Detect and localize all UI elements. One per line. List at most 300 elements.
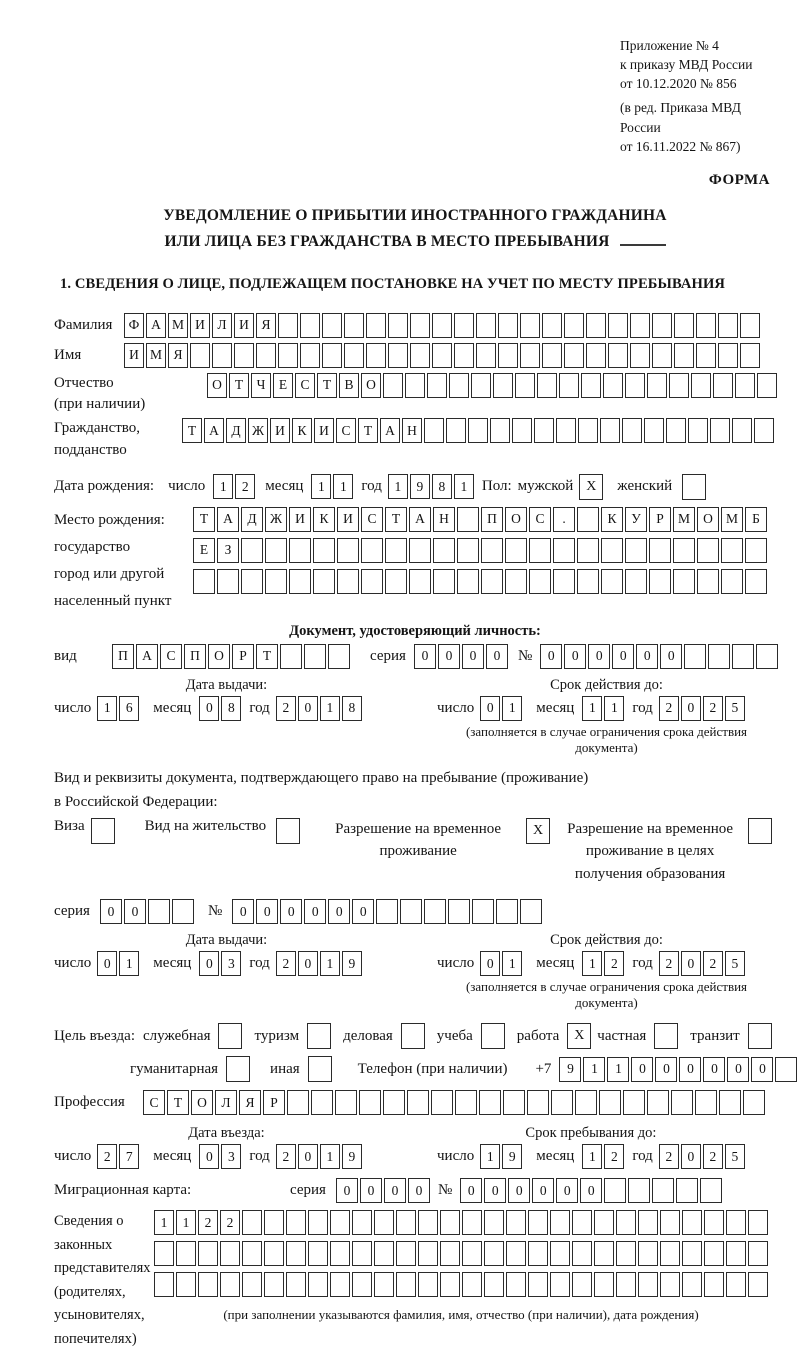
char-cell[interactable]: 1 [333, 474, 353, 499]
char-cell[interactable]: 0 [681, 1144, 701, 1169]
char-cell[interactable] [484, 1241, 504, 1266]
char-cell[interactable] [721, 569, 743, 594]
char-cell[interactable]: 0 [408, 1178, 430, 1203]
char-cell[interactable]: Р [649, 507, 671, 532]
char-cell[interactable] [506, 1272, 526, 1297]
char-cell[interactable] [572, 1272, 592, 1297]
char-cell[interactable]: С [143, 1090, 165, 1115]
char-cell[interactable] [649, 569, 671, 594]
char-cell[interactable] [400, 899, 422, 924]
char-cell[interactable]: 3 [221, 1144, 241, 1169]
checkbox-cell[interactable]: X [579, 474, 603, 500]
char-cell[interactable] [623, 1090, 645, 1115]
char-cell[interactable] [241, 569, 263, 594]
char-cell[interactable] [468, 418, 488, 443]
char-cell[interactable] [704, 1272, 724, 1297]
char-cell[interactable]: 1 [582, 951, 602, 976]
char-cell[interactable] [748, 1210, 768, 1235]
char-cell[interactable] [520, 899, 542, 924]
char-cell[interactable]: Л [215, 1090, 237, 1115]
char-cell[interactable] [454, 313, 474, 338]
char-cell[interactable] [410, 343, 430, 368]
char-cell[interactable] [599, 1090, 621, 1115]
char-cell[interactable] [280, 644, 302, 669]
char-cell[interactable] [553, 538, 575, 563]
char-cell[interactable] [383, 373, 403, 398]
char-cell[interactable]: С [160, 644, 182, 669]
char-cell[interactable] [427, 373, 447, 398]
char-cell[interactable] [682, 1210, 702, 1235]
char-cell[interactable] [490, 418, 510, 443]
char-cell[interactable] [154, 1241, 174, 1266]
char-cell[interactable] [374, 1210, 394, 1235]
char-cell[interactable] [193, 569, 215, 594]
char-cell[interactable] [625, 373, 645, 398]
char-cell[interactable] [374, 1272, 394, 1297]
char-cell[interactable] [673, 538, 695, 563]
char-cell[interactable]: Т [182, 418, 202, 443]
checkbox-cell[interactable]: X [567, 1023, 591, 1049]
char-cell[interactable]: О [191, 1090, 213, 1115]
char-cell[interactable]: 2 [659, 1144, 679, 1169]
char-cell[interactable]: Ф [124, 313, 144, 338]
char-cell[interactable]: 2 [659, 696, 679, 721]
char-cell[interactable] [745, 538, 767, 563]
char-cell[interactable] [154, 1272, 174, 1297]
char-cell[interactable]: 5 [725, 1144, 745, 1169]
char-cell[interactable] [594, 1241, 614, 1266]
char-cell[interactable]: 0 [486, 644, 508, 669]
char-cell[interactable]: Я [256, 313, 276, 338]
char-cell[interactable]: А [146, 313, 166, 338]
char-cell[interactable]: 0 [414, 644, 436, 669]
char-cell[interactable] [242, 1272, 262, 1297]
char-cell[interactable] [682, 1272, 702, 1297]
char-cell[interactable]: П [184, 644, 206, 669]
char-cell[interactable] [335, 1090, 357, 1115]
char-cell[interactable]: 0 [540, 644, 562, 669]
char-cell[interactable] [344, 313, 364, 338]
char-cell[interactable] [528, 1210, 548, 1235]
char-cell[interactable]: 0 [97, 951, 117, 976]
checkbox-cell[interactable] [748, 818, 772, 844]
char-cell[interactable] [383, 1090, 405, 1115]
char-cell[interactable] [674, 343, 694, 368]
char-cell[interactable]: П [112, 644, 134, 669]
char-cell[interactable] [520, 343, 540, 368]
char-cell[interactable] [520, 313, 540, 338]
char-cell[interactable] [527, 1090, 549, 1115]
char-cell[interactable] [572, 1210, 592, 1235]
char-cell[interactable]: 3 [221, 951, 241, 976]
char-cell[interactable]: 9 [410, 474, 430, 499]
char-cell[interactable]: И [270, 418, 290, 443]
char-cell[interactable] [740, 343, 760, 368]
char-cell[interactable] [388, 343, 408, 368]
char-cell[interactable]: 1 [582, 1144, 602, 1169]
char-cell[interactable] [409, 569, 431, 594]
char-cell[interactable]: А [217, 507, 239, 532]
char-cell[interactable] [586, 313, 606, 338]
char-cell[interactable] [718, 343, 738, 368]
checkbox-cell[interactable] [401, 1023, 425, 1049]
char-cell[interactable] [564, 313, 584, 338]
char-cell[interactable]: Т [317, 373, 337, 398]
char-cell[interactable] [330, 1210, 350, 1235]
char-cell[interactable]: . [553, 507, 575, 532]
char-cell[interactable] [493, 373, 513, 398]
char-cell[interactable]: Я [168, 343, 188, 368]
char-cell[interactable] [652, 343, 672, 368]
char-cell[interactable] [542, 343, 562, 368]
char-cell[interactable]: 1 [320, 696, 340, 721]
char-cell[interactable] [410, 313, 430, 338]
char-cell[interactable] [396, 1272, 416, 1297]
char-cell[interactable]: Е [193, 538, 215, 563]
char-cell[interactable] [608, 343, 628, 368]
char-cell[interactable] [506, 1241, 526, 1266]
char-cell[interactable]: Б [745, 507, 767, 532]
char-cell[interactable] [578, 418, 598, 443]
char-cell[interactable] [448, 899, 470, 924]
char-cell[interactable]: М [721, 507, 743, 532]
char-cell[interactable] [287, 1090, 309, 1115]
char-cell[interactable] [176, 1272, 196, 1297]
char-cell[interactable] [385, 538, 407, 563]
char-cell[interactable] [385, 569, 407, 594]
char-cell[interactable] [556, 418, 576, 443]
char-cell[interactable]: 1 [119, 951, 139, 976]
char-cell[interactable] [330, 1241, 350, 1266]
char-cell[interactable] [748, 1272, 768, 1297]
char-cell[interactable] [697, 538, 719, 563]
char-cell[interactable] [352, 1241, 372, 1266]
char-cell[interactable] [479, 1090, 501, 1115]
char-cell[interactable]: 0 [751, 1057, 773, 1082]
char-cell[interactable] [748, 1241, 768, 1266]
char-cell[interactable] [528, 1272, 548, 1297]
char-cell[interactable]: Д [241, 507, 263, 532]
char-cell[interactable] [594, 1272, 614, 1297]
char-cell[interactable]: М [146, 343, 166, 368]
char-cell[interactable]: 2 [235, 474, 255, 499]
char-cell[interactable]: 0 [328, 899, 350, 924]
char-cell[interactable]: А [136, 644, 158, 669]
char-cell[interactable] [264, 1210, 284, 1235]
char-cell[interactable]: 1 [213, 474, 233, 499]
char-cell[interactable]: 0 [298, 696, 318, 721]
char-cell[interactable] [505, 569, 527, 594]
char-cell[interactable] [537, 373, 557, 398]
char-cell[interactable]: 1 [480, 1144, 500, 1169]
char-cell[interactable]: 1 [502, 696, 522, 721]
char-cell[interactable]: К [313, 507, 335, 532]
char-cell[interactable]: А [204, 418, 224, 443]
char-cell[interactable] [424, 418, 444, 443]
char-cell[interactable]: 0 [532, 1178, 554, 1203]
char-cell[interactable] [457, 569, 479, 594]
char-cell[interactable] [449, 373, 469, 398]
char-cell[interactable]: К [601, 507, 623, 532]
char-cell[interactable]: 0 [508, 1178, 530, 1203]
char-cell[interactable]: 0 [360, 1178, 382, 1203]
char-cell[interactable] [471, 373, 491, 398]
char-cell[interactable] [433, 538, 455, 563]
char-cell[interactable] [286, 1241, 306, 1266]
char-cell[interactable] [604, 1178, 626, 1203]
checkbox-cell[interactable] [654, 1023, 678, 1049]
char-cell[interactable]: С [361, 507, 383, 532]
char-cell[interactable] [697, 569, 719, 594]
checkbox-cell[interactable]: X [526, 818, 550, 844]
char-cell[interactable]: 0 [580, 1178, 602, 1203]
char-cell[interactable] [700, 1178, 722, 1203]
char-cell[interactable]: Р [232, 644, 254, 669]
char-cell[interactable] [286, 1210, 306, 1235]
char-cell[interactable] [529, 538, 551, 563]
char-cell[interactable]: 0 [298, 1144, 318, 1169]
char-cell[interactable] [542, 313, 562, 338]
char-cell[interactable]: 0 [480, 951, 500, 976]
char-cell[interactable]: Т [358, 418, 378, 443]
char-cell[interactable] [440, 1241, 460, 1266]
char-cell[interactable] [732, 644, 754, 669]
char-cell[interactable] [594, 1210, 614, 1235]
char-cell[interactable] [577, 569, 599, 594]
char-cell[interactable] [359, 1090, 381, 1115]
checkbox-cell[interactable] [682, 474, 706, 500]
char-cell[interactable] [756, 644, 778, 669]
char-cell[interactable]: И [234, 313, 254, 338]
char-cell[interactable]: О [361, 373, 381, 398]
char-cell[interactable]: 0 [384, 1178, 406, 1203]
char-cell[interactable] [376, 899, 398, 924]
char-cell[interactable] [601, 538, 623, 563]
char-cell[interactable]: А [409, 507, 431, 532]
char-cell[interactable] [455, 1090, 477, 1115]
char-cell[interactable] [550, 1210, 570, 1235]
char-cell[interactable]: 2 [97, 1144, 117, 1169]
char-cell[interactable] [660, 1241, 680, 1266]
char-cell[interactable] [638, 1272, 658, 1297]
char-cell[interactable]: 0 [727, 1057, 749, 1082]
char-cell[interactable]: 0 [199, 951, 219, 976]
char-cell[interactable] [553, 569, 575, 594]
char-cell[interactable] [682, 1241, 702, 1266]
char-cell[interactable]: 0 [636, 644, 658, 669]
char-cell[interactable] [691, 373, 711, 398]
char-cell[interactable]: 0 [681, 951, 701, 976]
char-cell[interactable]: М [673, 507, 695, 532]
char-cell[interactable]: 0 [124, 899, 146, 924]
char-cell[interactable]: И [314, 418, 334, 443]
char-cell[interactable]: 1 [454, 474, 474, 499]
char-cell[interactable] [330, 1272, 350, 1297]
char-cell[interactable]: 0 [232, 899, 254, 924]
char-cell[interactable]: О [208, 644, 230, 669]
char-cell[interactable] [625, 538, 647, 563]
char-cell[interactable] [286, 1272, 306, 1297]
char-cell[interactable]: 7 [119, 1144, 139, 1169]
char-cell[interactable]: 0 [256, 899, 278, 924]
char-cell[interactable] [696, 313, 716, 338]
char-cell[interactable] [581, 373, 601, 398]
char-cell[interactable]: 0 [484, 1178, 506, 1203]
char-cell[interactable]: Т [385, 507, 407, 532]
char-cell[interactable] [361, 538, 383, 563]
char-cell[interactable]: 0 [199, 696, 219, 721]
char-cell[interactable] [308, 1241, 328, 1266]
char-cell[interactable] [719, 1090, 741, 1115]
char-cell[interactable]: 9 [342, 1144, 362, 1169]
char-cell[interactable]: 0 [480, 696, 500, 721]
char-cell[interactable] [550, 1272, 570, 1297]
char-cell[interactable] [708, 644, 730, 669]
char-cell[interactable] [688, 418, 708, 443]
char-cell[interactable] [628, 1178, 650, 1203]
char-cell[interactable] [311, 1090, 333, 1115]
char-cell[interactable]: Ж [265, 507, 287, 532]
char-cell[interactable] [313, 569, 335, 594]
char-cell[interactable]: И [337, 507, 359, 532]
char-cell[interactable] [396, 1241, 416, 1266]
char-cell[interactable] [713, 373, 733, 398]
char-cell[interactable]: 2 [220, 1210, 240, 1235]
char-cell[interactable] [622, 418, 642, 443]
char-cell[interactable] [409, 538, 431, 563]
char-cell[interactable]: 8 [221, 696, 241, 721]
char-cell[interactable] [440, 1272, 460, 1297]
char-cell[interactable] [241, 538, 263, 563]
char-cell[interactable] [217, 569, 239, 594]
char-cell[interactable]: 0 [631, 1057, 653, 1082]
char-cell[interactable]: О [207, 373, 227, 398]
char-cell[interactable] [220, 1241, 240, 1266]
char-cell[interactable] [718, 313, 738, 338]
checkbox-cell[interactable] [91, 818, 115, 844]
char-cell[interactable] [322, 343, 342, 368]
char-cell[interactable]: 1 [502, 951, 522, 976]
char-cell[interactable] [242, 1241, 262, 1266]
char-cell[interactable]: И [190, 313, 210, 338]
char-cell[interactable]: 1 [388, 474, 408, 499]
char-cell[interactable]: Я [239, 1090, 261, 1115]
char-cell[interactable] [551, 1090, 573, 1115]
char-cell[interactable]: Т [229, 373, 249, 398]
char-cell[interactable] [190, 343, 210, 368]
char-cell[interactable]: А [380, 418, 400, 443]
char-cell[interactable]: 2 [659, 951, 679, 976]
char-cell[interactable] [432, 313, 452, 338]
char-cell[interactable] [289, 569, 311, 594]
char-cell[interactable] [630, 313, 650, 338]
char-cell[interactable]: Р [263, 1090, 285, 1115]
char-cell[interactable] [328, 644, 350, 669]
char-cell[interactable] [418, 1210, 438, 1235]
char-cell[interactable] [726, 1272, 746, 1297]
char-cell[interactable] [440, 1210, 460, 1235]
char-cell[interactable]: Т [167, 1090, 189, 1115]
char-cell[interactable] [630, 343, 650, 368]
char-cell[interactable] [625, 569, 647, 594]
char-cell[interactable] [388, 313, 408, 338]
char-cell[interactable] [361, 569, 383, 594]
char-cell[interactable]: 0 [703, 1057, 725, 1082]
char-cell[interactable]: 9 [342, 951, 362, 976]
char-cell[interactable]: 0 [655, 1057, 677, 1082]
char-cell[interactable] [757, 373, 777, 398]
char-cell[interactable]: 1 [97, 696, 117, 721]
char-cell[interactable] [352, 1272, 372, 1297]
char-cell[interactable] [265, 538, 287, 563]
char-cell[interactable] [572, 1241, 592, 1266]
char-cell[interactable] [198, 1241, 218, 1266]
char-cell[interactable]: 1 [320, 1144, 340, 1169]
char-cell[interactable]: 0 [556, 1178, 578, 1203]
char-cell[interactable] [721, 538, 743, 563]
checkbox-cell[interactable] [308, 1056, 332, 1082]
char-cell[interactable] [462, 1241, 482, 1266]
char-cell[interactable] [740, 313, 760, 338]
checkbox-cell[interactable] [226, 1056, 250, 1082]
char-cell[interactable]: У [625, 507, 647, 532]
char-cell[interactable] [616, 1272, 636, 1297]
char-cell[interactable] [424, 899, 446, 924]
char-cell[interactable] [457, 538, 479, 563]
char-cell[interactable] [684, 644, 706, 669]
char-cell[interactable] [676, 1178, 698, 1203]
char-cell[interactable] [647, 1090, 669, 1115]
char-cell[interactable] [673, 569, 695, 594]
char-cell[interactable]: 2 [604, 1144, 624, 1169]
char-cell[interactable] [352, 1210, 372, 1235]
char-cell[interactable] [446, 418, 466, 443]
char-cell[interactable]: 2 [703, 696, 723, 721]
char-cell[interactable] [462, 1272, 482, 1297]
char-cell[interactable] [432, 343, 452, 368]
char-cell[interactable] [454, 343, 474, 368]
char-cell[interactable] [660, 1272, 680, 1297]
char-cell[interactable] [638, 1241, 658, 1266]
char-cell[interactable]: 2 [276, 951, 296, 976]
char-cell[interactable]: 0 [280, 899, 302, 924]
char-cell[interactable] [264, 1272, 284, 1297]
char-cell[interactable] [506, 1210, 526, 1235]
char-cell[interactable]: О [697, 507, 719, 532]
char-cell[interactable] [534, 418, 554, 443]
char-cell[interactable]: 1 [582, 696, 602, 721]
char-cell[interactable] [472, 899, 494, 924]
char-cell[interactable] [644, 418, 664, 443]
char-cell[interactable]: О [505, 507, 527, 532]
char-cell[interactable] [671, 1090, 693, 1115]
checkbox-cell[interactable] [481, 1023, 505, 1049]
char-cell[interactable]: 8 [342, 696, 362, 721]
char-cell[interactable] [374, 1241, 394, 1266]
char-cell[interactable]: С [336, 418, 356, 443]
char-cell[interactable]: 2 [703, 951, 723, 976]
char-cell[interactable]: 0 [462, 644, 484, 669]
char-cell[interactable] [300, 343, 320, 368]
char-cell[interactable] [198, 1272, 218, 1297]
char-cell[interactable]: 1 [311, 474, 331, 499]
char-cell[interactable] [652, 313, 672, 338]
char-cell[interactable]: С [529, 507, 551, 532]
char-cell[interactable] [695, 1090, 717, 1115]
char-cell[interactable] [172, 899, 194, 924]
char-cell[interactable] [669, 373, 689, 398]
char-cell[interactable] [505, 538, 527, 563]
